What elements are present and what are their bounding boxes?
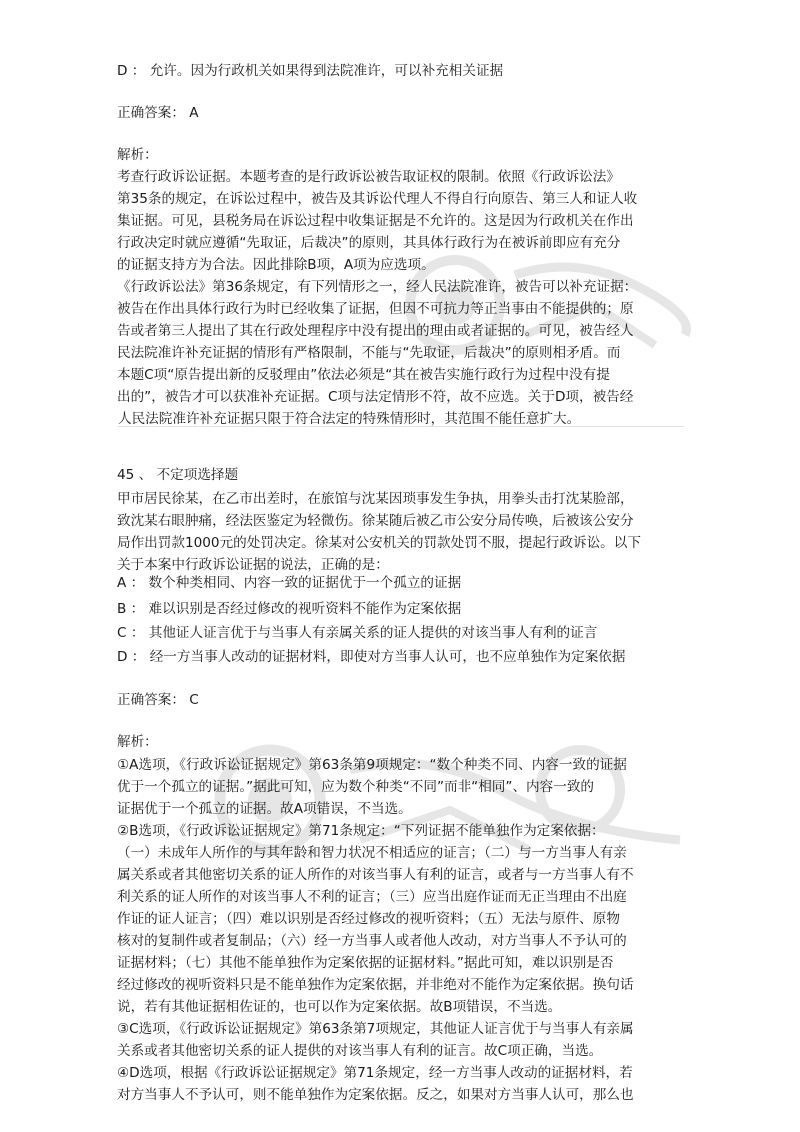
prev-analysis-line: 考查行政诉讼证据。本题考查的是行政诉讼被告取证权的限制。依照《行政诉讼法》 — [117, 169, 620, 185]
prev-analysis-line: 第35条的规定，在诉讼过程中，被告及其诉讼代理人不得自行向原告、第三人和证人收 — [117, 191, 638, 207]
prev-analysis-line: 行政决定时就应遵循“先取证，后裁决”的原则，其具体行政行为在被诉前即应有充分 — [117, 235, 621, 251]
prev-analysis-line: 的证据支持方为合法。因此排除B项，A项为应选项。 — [117, 257, 435, 273]
analysis-line: ①A选项，《行政诉讼证据规定》第63条第9项规定：“数个种类不同、内容一致的证据 — [117, 757, 627, 773]
analysis-line: 利关系的证人所作的对该当事人不利的证言；（三）应当出庭作证而无正当理由不出庭 — [117, 889, 627, 905]
option-d: D ： 经一方当事人改动的证据材料，即使对方当事人认可，也不应单独作为定案依据 — [117, 649, 626, 665]
prev-answer: 正确答案： A — [117, 105, 199, 121]
analysis-line: 优于一个孤立的证据。”据此可知，应为数个种类“不同”而非“相同”、内容一致的 — [117, 779, 595, 795]
section-divider — [117, 426, 684, 427]
analysis-line: 属关系或者其他密切关系的证人所作的对该当事人有利的证言，或者与一方当事人有不 — [117, 867, 634, 883]
question-stem-line: 甲市居民徐某，在乙市出差时，在旅馆与沈某因琐事发生争执，用拳头击打沈某脸部， — [117, 491, 634, 507]
analysis-line: 核对的复制件或者复制品；（六）经一方当事人或者他人改动，对方当事人不予认可的 — [117, 933, 627, 949]
analysis-line: 关系或者其他密切关系的证人提供的对该当事人有利的证言。故C项正确，当选。 — [117, 1043, 603, 1059]
option-c: C ： 其他证人证言优于与当事人有亲属关系的证人提供的对该当事人有利的证言 — [117, 625, 598, 641]
prev-analysis-line: 出的”，被告才可以获准补充证据。C项与法定情形不符，故不应选。关于D项，被告经 — [117, 389, 634, 405]
analysis-line: 证据材料；（七）其他不能单独作为定案依据的证据材料。”据此可知，难以识别是否 — [117, 955, 614, 971]
prev-option-d: D ： 允许。因为行政机关如果得到法院准许，可以补充相关证据 — [117, 63, 504, 79]
prev-analysis-line: 本题C项“原告提出新的反驳理由”依法必须是“其在被告实施行政行为过程中没有提 — [117, 367, 610, 383]
answer: 正确答案： C — [117, 692, 199, 708]
analysis-line: ④D选项，根据《行政诉讼证据规定》第71条规定，经一方当事人改动的证据材料，若 — [117, 1065, 633, 1081]
question-stem-line: 关于本案中行政诉讼证据的说法，正确的是： — [117, 557, 389, 573]
analysis-line: 对方当事人不予认可，则不能单独作为定案依据。反之，如果对方当事人认可，那么也 — [117, 1087, 634, 1103]
prev-analysis-line: 《行政诉讼法》第36条规定，有下列情形之一，经人民法院准许，被告可以补充证据： — [117, 279, 638, 295]
prev-analysis-line: 被告在作出具体行政行为时已经收集了证据，但因不可抗力等正当事由不能提供的；原 — [117, 301, 634, 317]
analysis-line: ③C选项，《行政诉讼证据规定》第63条第7项规定，其他证人证言优于与当事人有亲属 — [117, 1021, 634, 1037]
prev-analysis-line: 告或者第三人提出了其在行政处理程序中没有提出的理由或者证据的。可见，被告经人 — [117, 323, 634, 339]
prev-analysis-line: 集证据。可见，县税务局在诉讼过程中收集证据是不允许的。这是因为行政机关在作出 — [117, 213, 634, 229]
option-b: B ： 难以识别是否经过修改的视听资料不能作为定案依据 — [117, 601, 462, 617]
analysis-line: 经过修改的视听资料只是不能单独作为定案依据，并非绝对不能作为定案依据。换句话 — [117, 977, 634, 993]
question-heading: 45 、 不定项选择题 — [117, 467, 239, 483]
question-stem-line: 局作出罚款1000元的处罚决定。徐某对公安机关的罚款处罚不服，提起行政诉讼。以下 — [117, 535, 641, 551]
prev-analysis-line: 民法院准许补充证据的情形有严格限制，不能与“先取证，后裁决”的原则相矛盾。而 — [117, 345, 621, 361]
analysis-line: 证据优于一个孤立的证据。故A项错误，不当选。 — [117, 801, 412, 817]
prev-analysis-line: 人民法院准许补充证据只限于符合法定的特殊情形时，其范围不能任意扩大。 — [118, 411, 581, 427]
analysis-line: （一）未成年人所作的与其年龄和智力状况不相适应的证言；（二）与一方当事人有亲 — [117, 845, 627, 861]
prev-analysis-label: 解析： — [117, 147, 158, 163]
option-a: A ： 数个种类相同、内容一致的证据优于一个孤立的证据 — [117, 575, 462, 591]
analysis-line: 说，若有其他证据相佐证的，也可以作为定案依据。故B项错误，不当选。 — [117, 999, 562, 1015]
analysis-label: 解析： — [117, 734, 158, 750]
question-stem-line: 致沈某右眼肿痛，经法医鉴定为轻微伤。徐某随后被乙市公安分局传唤，后被该公安分 — [117, 513, 634, 529]
analysis-line: 作证的证人证言；（四）难以识别是否经过修改的视听资料；（五）无法与原件、原物 — [117, 911, 620, 927]
analysis-line: ②B选项，《行政诉讼证据规定》第71条规定：“下列证据不能单独作为定案依据： — [117, 823, 605, 839]
